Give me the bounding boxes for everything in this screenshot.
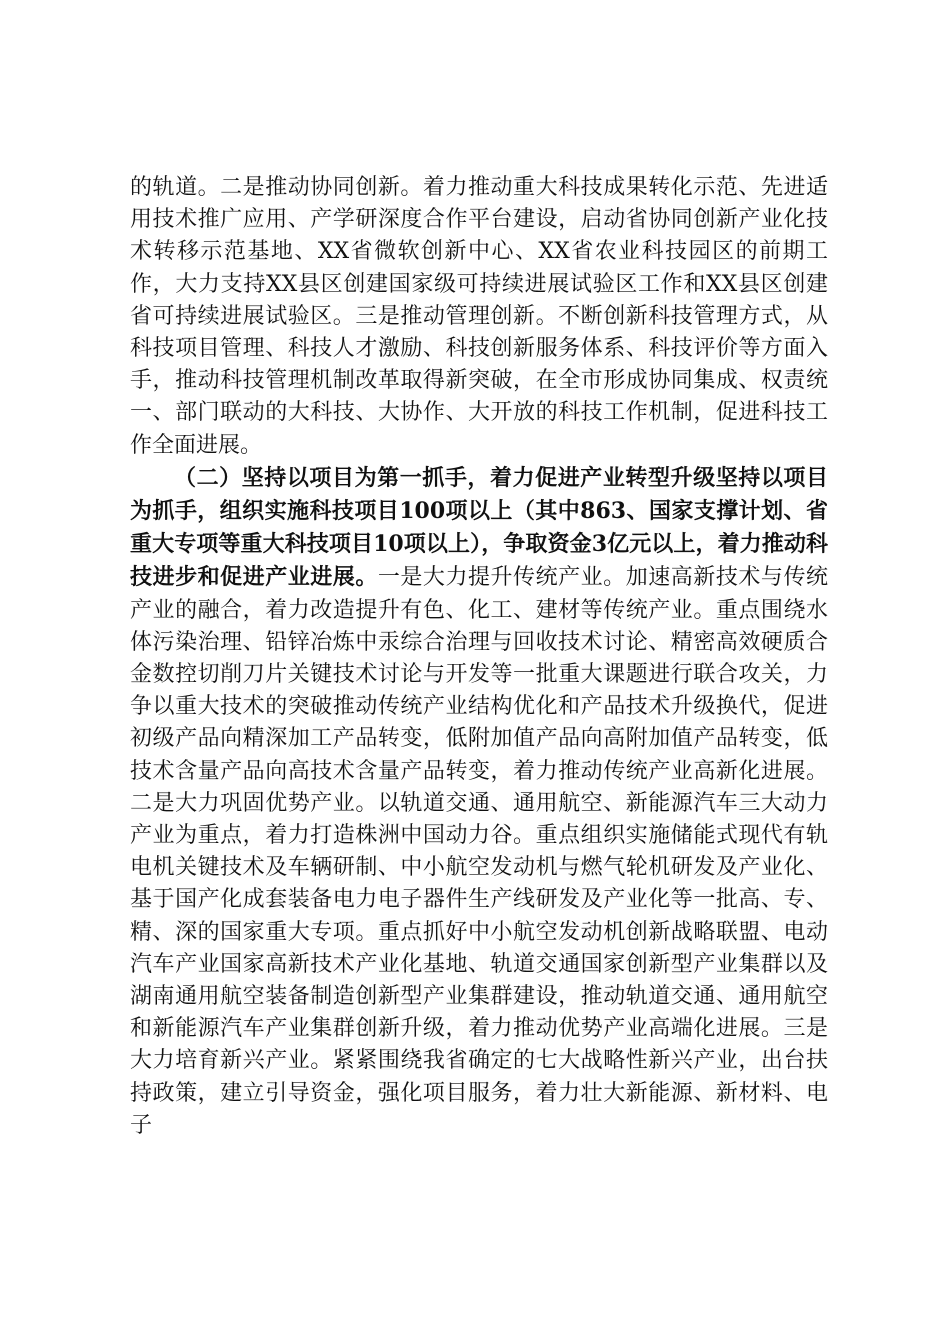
paragraph-2-body: 一是大力提升传统产业。加速高新技术与传统产业的融合，着力改造提升有色、化工、建材等传统产业。重点围绕水体污染治理、铅锌冶炼中汞综合治理与回收技术讨论、精密高效硬质合金数控切削刀片关键技术讨论与开发等一批重大课题进行联合攻关，力争以重大技术的突破推动传统产业结构优化和产品技术升级换代，促进初级产品向精深加工产品转变，低附加值产品向高附加值产品转变，低技术含量产品向高技术含量产品转变，着力推动传统产业高新化进展。二是大力巩固优势产业。以轨道交通、通用航空、新能源汽车三大动力产业为重点，着力打造株洲中国动力谷。重点组织实施储能式现代有轨电机关键技术及车辆研制、中小航空发动机与燃气轮机研发及产业化、基于国产化成套装备电力电子器件生产线研发及产业化等一批高、专、精、深的国家重大专项。重点抓好中小航空发动机创新战略联盟、电动汽车产业国家高新技术产业化基地、轨道交通国家创新型产业集群以及湖南通用航空装备制造创新型产业集群建设，推动轨道交通、通用航空和新能源汽车产业集群创新升级，着力推动优势产业高端化进展。三是大力培育新兴产业。紧紧围绕我省确定的七大战略性新兴产业，出台扶持政策，建立引导资金，强化项目服务，着力壮大新能源、新材料、电子 — [130, 565, 828, 1138]
paragraph-2-heading: （二）坚持以项目为第一抓手，着力促进产业转型升级坚持以项目为抓手，组织实施科技项目100项以上（其中863、国家支撑计划、省重大专项等重大科技项目10项以上），争取资金3亿元以上，着力推动科技进步和促进产业进展。 — [130, 464, 828, 591]
paragraph-1 — [130, 172, 828, 462]
paragraph-1-text: 的轨道。二是推动协同创新。着力推动重大科技成果转化示范、先进适用技术推广应用、产学研深度合作平台建设，启动省协同创新产业化技术转移示范基地、XX省微软创新中心、XX省农业科技园区的前期工作，大力支持XX县区创建国家级可持续进展试验区工作和XX县区创建省可持续进展试验区。三是推动管理创新。不断创新科技管理方式，从科技项目管理、科技人才激励、科技创新服务体系、科技评价等方面入手，推动科技管理机制改革取得新突破，在全市形成协同集成、权责统一、部门联动的大科技、大协作、大开放的科技工作机制，促进科技工作全面进展。 — [130, 175, 828, 458]
document-body — [130, 172, 828, 1142]
paragraph-2 — [130, 462, 828, 1142]
